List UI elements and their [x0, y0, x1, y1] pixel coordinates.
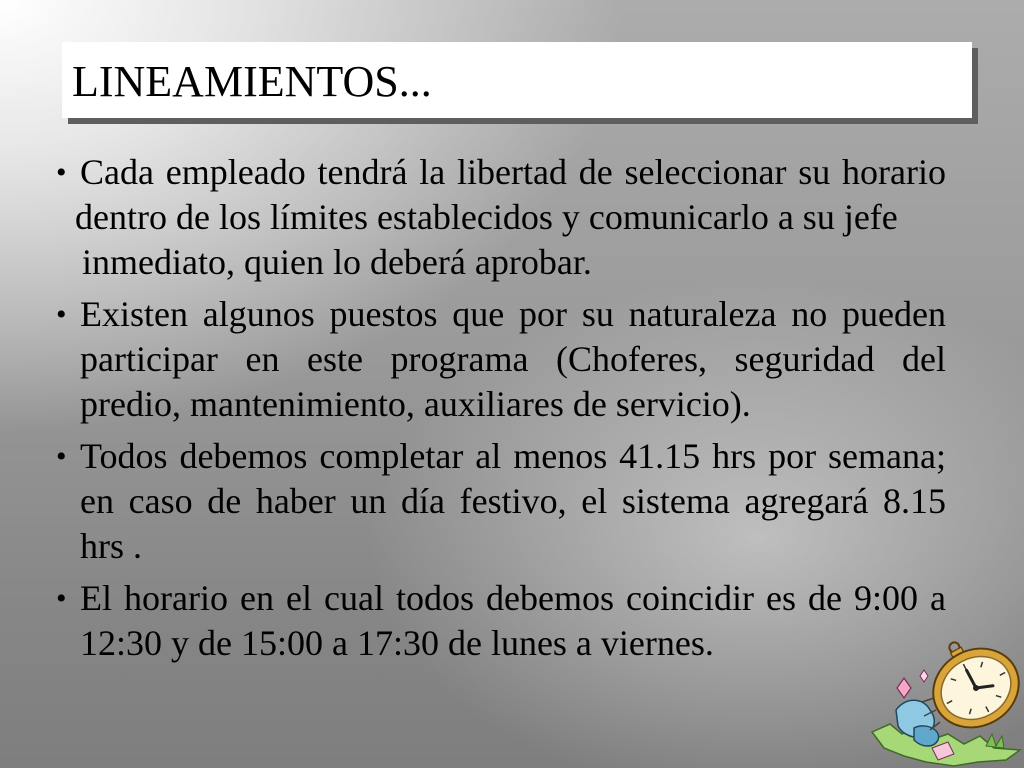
bullet-marker: • — [56, 298, 67, 331]
bullet-line: dentro de los límites establecidos y comunicarlo a su jefe — [75, 197, 898, 237]
bullet-item — [56, 434, 946, 569]
stopwatch-clipart — [868, 636, 1024, 768]
grass-tuft — [986, 734, 1004, 748]
bullet-line: en caso de haber un día festivo, el sistema agregará 8.15 — [80, 481, 946, 521]
bullet-line: Existen algunos puestos que por su naturaleza no pueden — [80, 294, 946, 334]
splash-shape — [914, 726, 939, 746]
bullet-marker: • — [56, 156, 67, 189]
bullet-line: Todos debemos completar al menos 41.15 hrs por semana; — [80, 436, 946, 476]
sparkle-icon — [897, 678, 911, 698]
bullet-line: 12:30 y de 15:00 a 17:30 de lunes a viernes. — [80, 623, 714, 663]
bullet-line: inmediato, quien lo deberá aprobar. — [82, 242, 592, 282]
title-box — [62, 42, 972, 118]
sparkle-icon — [920, 670, 928, 682]
bullet-line: predio, mantenimiento, auxiliares de servicio). — [80, 384, 751, 424]
bullet-line: participar en este programa (Choferes, seguridad del — [80, 339, 946, 379]
bullet-line: hrs . — [80, 526, 142, 566]
bullet-list — [56, 150, 946, 673]
bullet-item — [56, 292, 946, 427]
bullet-marker: • — [56, 582, 67, 615]
slide-title: LINEAMIENTOS... — [72, 57, 432, 106]
bullet-marker: • — [56, 440, 67, 473]
bullet-line: El horario en el cual todos debemos coincidir es de 9:00 a — [80, 578, 946, 618]
bullet-item — [56, 576, 946, 666]
bullet-item — [56, 150, 946, 285]
bullet-line: Cada empleado tendrá la libertad de seleccionar su horario — [80, 152, 946, 192]
